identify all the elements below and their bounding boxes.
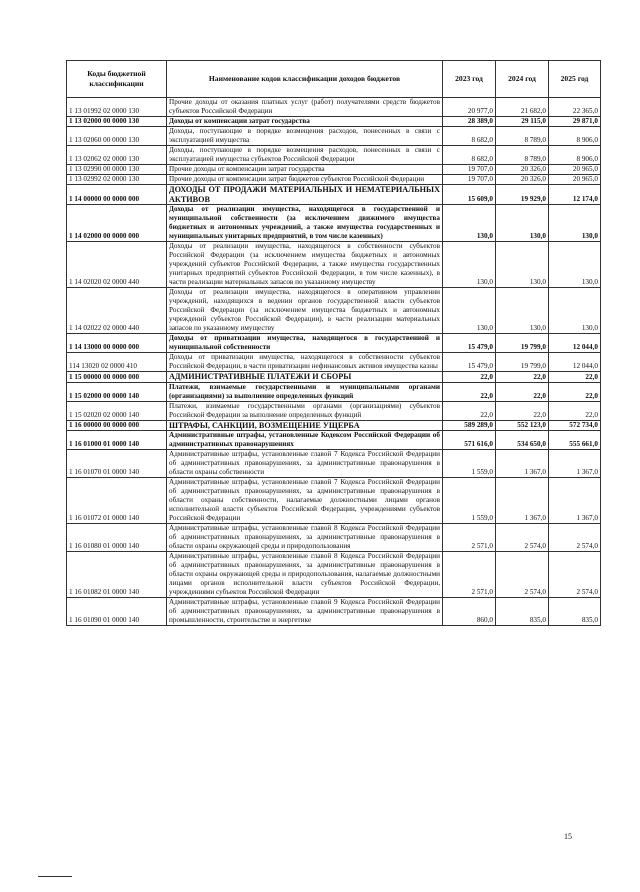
row-name: Платежи, взимаемые государственными органами (организациями) субъектов Российской Федерации за выполнение определенных функций <box>167 401 443 420</box>
table-row <box>67 598 601 626</box>
table-row <box>67 146 601 165</box>
row-value-2025: 12 044,0 <box>549 353 601 372</box>
table-row <box>67 524 601 552</box>
row-value-2023: 28 389,0 <box>443 117 496 127</box>
table-row <box>67 242 601 288</box>
row-value-2025: 555 661,0 <box>549 431 601 450</box>
row-code: 1 13 02060 00 0000 130 <box>67 127 167 146</box>
row-code: 1 16 01090 01 0000 140 <box>67 598 167 626</box>
row-name: Административные штрафы, установленные главой 8 Кодекса Российской Федерации об административных правонарушениях, за административные правонарушения в области охраны окружающей среды и природопользования <box>167 524 443 552</box>
page-number: 15 <box>564 832 572 841</box>
row-name: Доходы от реализации имущества, находящегося в собственности субъектов Российской Федерации (за исключением имущества бюджетных и автономных учреждений субъектов Российской Федерации, а также имущества государственных унитарных предприятий субъектов Российской Федерации, в том числе казенных), в части реализации материальных запасов по указанному имуществу <box>167 242 443 288</box>
table-row <box>67 288 601 334</box>
table-row <box>67 98 601 117</box>
row-value-2023: 860,0 <box>443 598 496 626</box>
row-value-2024: 22,0 <box>496 382 549 401</box>
row-value-2023: 589 289,0 <box>443 420 496 431</box>
row-value-2024: 130,0 <box>496 242 549 288</box>
row-name: Прочие доходы от оказания платных услуг (работ) получателями средств бюджетов субъектов Российской Федерации <box>167 98 443 117</box>
row-value-2025: 130,0 <box>549 242 601 288</box>
row-name: Доходы, поступающие в порядке возмещения расходов, понесенных в связи с эксплуатацией имущества субъектов Российской Федерации <box>167 146 443 165</box>
row-value-2025: 22,0 <box>549 401 601 420</box>
footer-divider <box>38 876 72 877</box>
row-value-2024: 835,0 <box>496 598 549 626</box>
table-row <box>67 420 601 431</box>
row-name: АДМИНИСТРАТИВНЫЕ ПЛАТЕЖИ И СБОРЫ <box>167 372 443 383</box>
row-value-2023: 15 609,0 <box>443 185 496 205</box>
table-body <box>67 98 601 626</box>
row-value-2024: 19 929,0 <box>496 185 549 205</box>
row-code: 1 13 02000 00 0000 130 <box>67 117 167 127</box>
table-row <box>67 117 601 127</box>
row-value-2024: 29 115,0 <box>496 117 549 127</box>
row-code: 1 14 00000 00 0000 000 <box>67 185 167 205</box>
row-value-2025: 8 906,0 <box>549 146 601 165</box>
row-value-2024: 1 367,0 <box>496 450 549 478</box>
table-row <box>67 334 601 353</box>
row-value-2025: 12 174,0 <box>549 185 601 205</box>
row-value-2024: 552 123,0 <box>496 420 549 431</box>
row-name: Доходы от реализации имущества, находящегося в государственной и муниципальной собственности (за исключением движимого имущества бюджетных и автономных учреждений, а также имущества государственных и муниципальных унитарных предприятий, в том числе казенных) <box>167 205 443 242</box>
row-code: 1 13 02992 02 0000 130 <box>67 175 167 185</box>
row-value-2025: 130,0 <box>549 205 601 242</box>
row-value-2024: 19 799,0 <box>496 334 549 353</box>
row-value-2025: 1 367,0 <box>549 478 601 524</box>
row-code: 1 14 02022 02 0000 440 <box>67 288 167 334</box>
row-value-2024: 1 367,0 <box>496 478 549 524</box>
table-row <box>67 478 601 524</box>
row-code: 1 16 00000 00 0000 000 <box>67 420 167 431</box>
row-value-2023: 130,0 <box>443 205 496 242</box>
table-row <box>67 205 601 242</box>
row-code: 1 15 02000 00 0000 140 <box>67 382 167 401</box>
row-value-2023: 8 682,0 <box>443 146 496 165</box>
row-name: Платежи, взимаемые государственными и муниципальными органами (организациями) за выполнение определенных функций <box>167 382 443 401</box>
row-code: 1 15 00000 00 0000 000 <box>67 372 167 383</box>
row-value-2023: 15 479,0 <box>443 353 496 372</box>
row-value-2024: 534 650,0 <box>496 431 549 450</box>
table-row <box>67 431 601 450</box>
row-value-2024: 19 799,0 <box>496 353 549 372</box>
row-code: 1 15 02020 02 0000 140 <box>67 401 167 420</box>
row-value-2025: 29 871,0 <box>549 117 601 127</box>
row-value-2024: 22,0 <box>496 401 549 420</box>
table-row <box>67 353 601 372</box>
row-name: Административные штрафы, установленные главой 9 Кодекса Российской Федерации об административных правонарушениях, за административные правонарушения в промышленности, строительстве и энергетике <box>167 598 443 626</box>
row-value-2024: 2 574,0 <box>496 552 549 598</box>
row-value-2025: 1 367,0 <box>549 450 601 478</box>
row-name: Административные штрафы, установленные главой 7 Кодекса Российской Федерации об административных правонарушениях, за административные правонарушения в области охраны собственности <box>167 450 443 478</box>
table-row <box>67 450 601 478</box>
row-value-2023: 19 707,0 <box>443 175 496 185</box>
row-value-2025: 2 574,0 <box>549 524 601 552</box>
row-value-2024: 20 326,0 <box>496 175 549 185</box>
table-row <box>67 552 601 598</box>
row-name: Административные штрафы, установленные главой 8 Кодекса Российской Федерации об административных правонарушениях, за административные правонарушения в области охраны окружающей среды и природопользования, налагаемые должностными лицами органов исполнительной власти субъектов Российской Федерации, учреждениями субъектов Российской Федерации <box>167 552 443 598</box>
row-value-2024: 130,0 <box>496 205 549 242</box>
row-code: 1 16 01080 01 0000 140 <box>67 524 167 552</box>
row-value-2025: 572 734,0 <box>549 420 601 431</box>
row-value-2025: 22,0 <box>549 382 601 401</box>
row-name: ШТРАФЫ, САНКЦИИ, ВОЗМЕЩЕНИЕ УЩЕРБА <box>167 420 443 431</box>
row-code: 1 14 13000 00 0000 000 <box>67 334 167 353</box>
row-value-2025: 20 965,0 <box>549 175 601 185</box>
row-value-2025: 12 044,0 <box>549 334 601 353</box>
row-name: Доходы от реализации имущества, находящегося в оперативном управлении учреждений, находящихся в ведении органов государственной власти субъектов Российской Федерации (за исключением имущества бюджетных и автономных учреждений субъектов Российской Федерации), в части реализации материальных запасов по указанному имуществу <box>167 288 443 334</box>
row-name: Административные штрафы, установленные Кодексом Российской Федерации об административных правонарушениях <box>167 431 443 450</box>
table-row <box>67 127 601 146</box>
header-2024: 2024 год <box>496 61 549 98</box>
row-value-2023: 571 616,0 <box>443 431 496 450</box>
header-2023: 2023 год <box>443 61 496 98</box>
row-name: Доходы от приватизации имущества, находящегося в государственной и муниципальной собственности <box>167 334 443 353</box>
row-name: Прочие доходы от компенсации затрат бюджетов субъектов Российской Федерации <box>167 175 443 185</box>
row-value-2025: 20 965,0 <box>549 165 601 175</box>
row-value-2024: 8 789,0 <box>496 127 549 146</box>
row-value-2023: 22,0 <box>443 372 496 383</box>
row-name: Доходы, поступающие в порядке возмещения расходов, понесенных в связи с эксплуатацией имущества <box>167 127 443 146</box>
table-row <box>67 401 601 420</box>
header-name: Наименование кодов классификации доходов бюджетов <box>167 61 443 98</box>
row-value-2023: 2 571,0 <box>443 552 496 598</box>
row-value-2025: 2 574,0 <box>549 552 601 598</box>
row-name: Доходы от приватизации имущества, находящегося в собственности субъектов Российской Федерации, в части приватизации нефинансовых активов имущества казны <box>167 353 443 372</box>
row-value-2025: 130,0 <box>549 288 601 334</box>
row-value-2025: 8 906,0 <box>549 127 601 146</box>
row-value-2023: 130,0 <box>443 242 496 288</box>
row-value-2023: 1 559,0 <box>443 450 496 478</box>
row-value-2023: 22,0 <box>443 401 496 420</box>
row-code: 1 13 01992 02 0000 130 <box>67 98 167 117</box>
row-value-2023: 19 707,0 <box>443 165 496 175</box>
row-name: Прочие доходы от компенсации затрат государства <box>167 165 443 175</box>
row-value-2024: 21 682,0 <box>496 98 549 117</box>
row-value-2023: 15 479,0 <box>443 334 496 353</box>
row-code: 1 16 01072 01 0000 140 <box>67 478 167 524</box>
row-value-2024: 130,0 <box>496 288 549 334</box>
row-value-2024: 20 326,0 <box>496 165 549 175</box>
row-value-2023: 22,0 <box>443 382 496 401</box>
table-row <box>67 382 601 401</box>
row-value-2023: 8 682,0 <box>443 127 496 146</box>
row-code: 1 14 02000 00 0000 000 <box>67 205 167 242</box>
header-codes: Коды бюджетной классификации <box>67 61 167 98</box>
table-row <box>67 372 601 383</box>
row-value-2024: 22,0 <box>496 372 549 383</box>
table-row <box>67 175 601 185</box>
row-code: 1 14 02020 02 0000 440 <box>67 242 167 288</box>
row-value-2023: 2 571,0 <box>443 524 496 552</box>
row-code: 114 13020 02 0000 410 <box>67 353 167 372</box>
row-value-2025: 22,0 <box>549 372 601 383</box>
row-name: ДОХОДЫ ОТ ПРОДАЖИ МАТЕРИАЛЬНЫХ И НЕМАТЕРИАЛЬНЫХ АКТИВОВ <box>167 185 443 205</box>
table-row <box>67 185 601 205</box>
header-2025: 2025 год <box>549 61 601 98</box>
row-code: 1 13 02062 02 0000 130 <box>67 146 167 165</box>
row-value-2023: 130,0 <box>443 288 496 334</box>
row-value-2024: 8 789,0 <box>496 146 549 165</box>
row-value-2025: 22 365,0 <box>549 98 601 117</box>
row-value-2025: 835,0 <box>549 598 601 626</box>
row-name: Доходы от компенсации затрат государства <box>167 117 443 127</box>
budget-revenue-table <box>66 60 601 626</box>
row-value-2023: 20 977,0 <box>443 98 496 117</box>
row-name: Административные штрафы, установленные главой 7 Кодекса Российской Федерации об административных правонарушениях, за административные правонарушения в области охраны собственности, налагаемые должностными лицами органов исполнительной власти субъектов Российской Федерации, учреждениями субъектов Российской Федерации <box>167 478 443 524</box>
row-code: 1 16 01000 01 0000 140 <box>67 431 167 450</box>
table-row <box>67 165 601 175</box>
table-header-row <box>67 61 601 98</box>
row-value-2023: 1 559,0 <box>443 478 496 524</box>
row-code: 1 13 02990 00 0000 130 <box>67 165 167 175</box>
row-value-2024: 2 574,0 <box>496 524 549 552</box>
row-code: 1 16 01070 01 0000 140 <box>67 450 167 478</box>
row-code: 1 16 01082 01 0000 140 <box>67 552 167 598</box>
